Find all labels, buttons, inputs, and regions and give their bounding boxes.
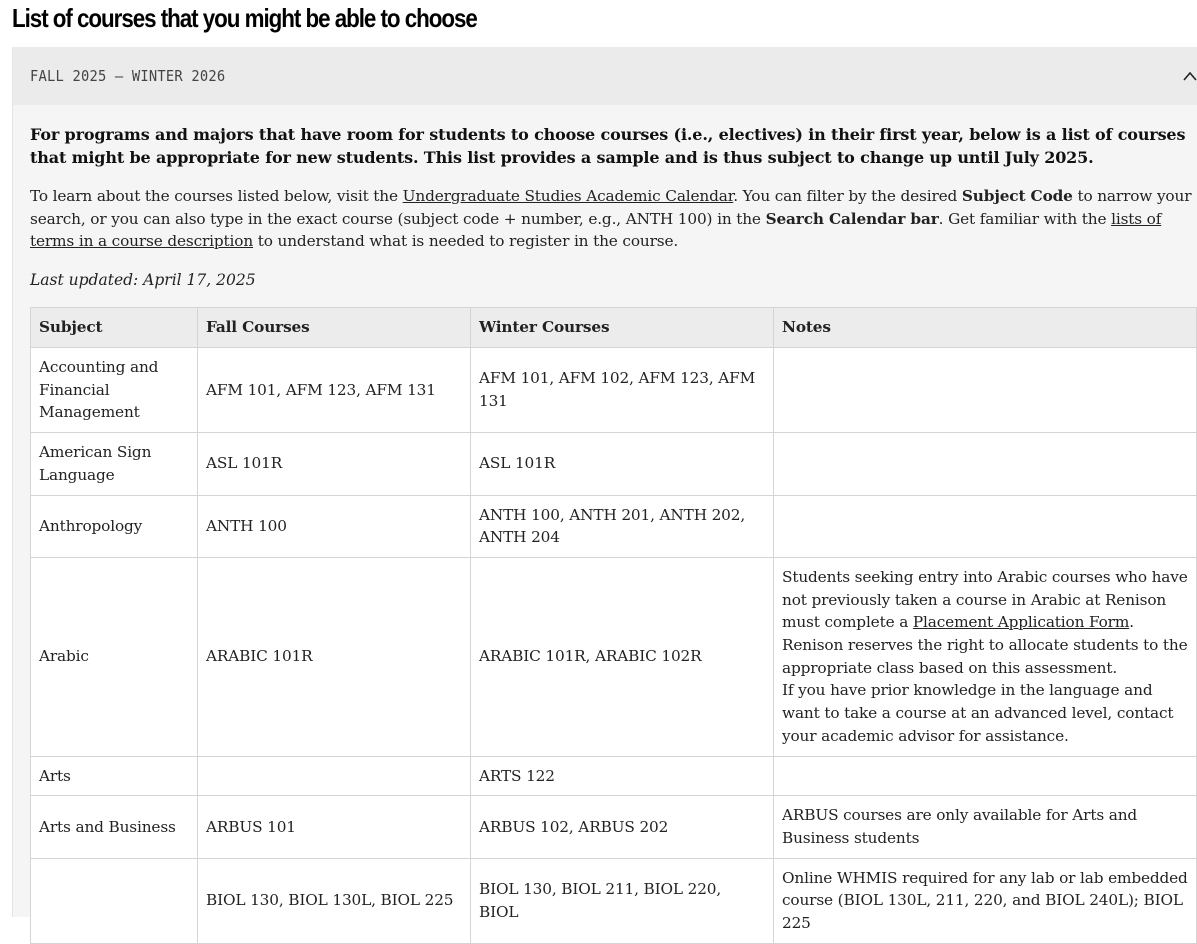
table-row bbox=[31, 858, 1197, 943]
cell-notes: ARBUS courses are only available for Arts and Business students bbox=[774, 796, 1197, 858]
notes-text: Students seeking entry into Arabic courses who have not previously taken a course in Arabic at Renison must complete a bbox=[782, 567, 1188, 632]
notes-paragraph: If you have prior knowledge in the language and want to take a course at an advanced level, contact your academic advisor for assistance. bbox=[782, 681, 1174, 745]
cell-subject: Arabic bbox=[31, 557, 198, 756]
cell-subject: American Sign Language bbox=[31, 433, 198, 495]
chevron-up-icon[interactable] bbox=[1182, 69, 1197, 83]
header-fall-courses: Fall Courses bbox=[198, 308, 471, 348]
table-row bbox=[31, 796, 1197, 858]
calendar-instructions bbox=[30, 185, 1195, 253]
accordion-body bbox=[30, 123, 1195, 933]
subject-code-term: Subject Code bbox=[961, 187, 1073, 205]
para-text: to understand what is needed to register in the course. bbox=[253, 232, 679, 250]
cell-subject: Arts and Business bbox=[31, 796, 198, 858]
cell-winter: ASL 101R bbox=[471, 433, 774, 495]
header-winter-courses: Winter Courses bbox=[471, 308, 774, 348]
accordion-header[interactable] bbox=[13, 47, 1197, 105]
table-row bbox=[31, 756, 1197, 796]
intro-text: For programs and majors that have room for students to choose courses (i.e., electives) in their first year, below is a list of courses that might be appropriate for new students. This list provides a sample and is thus subject to change up until July 2025. bbox=[30, 125, 1186, 167]
table-row bbox=[31, 495, 1197, 557]
para-text: . Get familiar with the bbox=[938, 209, 1112, 228]
table-row bbox=[31, 348, 1197, 433]
cell-notes bbox=[774, 495, 1197, 557]
course-terms-link[interactable]: lists of terms in a course description bbox=[30, 209, 1162, 250]
cell-winter: AFM 101, AFM 102, AFM 123, AFM 131 bbox=[471, 348, 774, 433]
accordion-fall-winter bbox=[12, 47, 1197, 933]
cell-subject: Arts bbox=[31, 756, 198, 796]
para-text: . You can filter by the desired bbox=[733, 187, 962, 205]
cell-winter: ARABIC 101R, ARABIC 102R bbox=[471, 557, 774, 756]
cell-fall: ASL 101R bbox=[198, 433, 471, 495]
cell-subject: Anthropology bbox=[31, 495, 198, 557]
para-text: To learn about the courses listed below, visit the bbox=[30, 187, 403, 205]
notes-text: . Renison reserves the right to allocate students to the appropriate class based on this assessment. bbox=[782, 613, 1188, 677]
academic-calendar-link[interactable]: Undergraduate Studies Academic Calendar bbox=[402, 187, 734, 205]
cell-notes: Online WHMIS required for any lab or lab embedded course (BIOL 130L, 211, 220, and BIOL 240L); BIOL 225 bbox=[774, 858, 1197, 943]
cell-notes bbox=[774, 433, 1197, 495]
para-text: to narrow your search, or you can also type in the exact course (subject code + number, e.g., ANTH 100) in the bbox=[30, 187, 1192, 228]
header-subject: Subject bbox=[31, 308, 198, 348]
search-calendar-term: Search Calendar bar bbox=[765, 209, 939, 228]
notes-paragraph bbox=[782, 566, 1188, 680]
courses-table bbox=[30, 307, 1197, 944]
cell-fall: ANTH 100 bbox=[198, 495, 471, 557]
page-title: List of courses that you might be able to choose bbox=[12, 3, 477, 33]
cell-winter: ARBUS 102, ARBUS 202 bbox=[471, 796, 774, 858]
cell-fall: ARBUS 101 bbox=[198, 796, 471, 858]
cell-winter: BIOL 130, BIOL 211, BIOL 220, BIOL bbox=[471, 858, 774, 943]
table-row bbox=[31, 433, 1197, 495]
cell-fall: AFM 101, AFM 123, AFM 131 bbox=[198, 348, 471, 433]
cell-fall: ARABIC 101R bbox=[198, 557, 471, 756]
table-header-row bbox=[31, 308, 1197, 348]
placement-form-link[interactable]: Placement Application Form bbox=[912, 613, 1130, 632]
cell-notes bbox=[774, 557, 1197, 756]
cell-notes bbox=[774, 348, 1197, 433]
cell-fall: BIOL 130, BIOL 130L, BIOL 225 bbox=[198, 858, 471, 943]
header-notes: Notes bbox=[774, 308, 1197, 348]
cell-notes bbox=[774, 756, 1197, 796]
cell-subject: Accounting and Financial Management bbox=[31, 348, 198, 433]
cell-fall bbox=[198, 756, 471, 796]
cell-subject bbox=[31, 858, 198, 943]
cell-winter: ANTH 100, ANTH 201, ANTH 202, ANTH 204 bbox=[471, 495, 774, 557]
table-row bbox=[31, 557, 1197, 756]
cell-winter: ARTS 122 bbox=[471, 756, 774, 796]
accordion-header-label: FALL 2025 – WINTER 2026 bbox=[30, 67, 226, 85]
last-updated: Last updated: April 17, 2025 bbox=[30, 270, 256, 289]
